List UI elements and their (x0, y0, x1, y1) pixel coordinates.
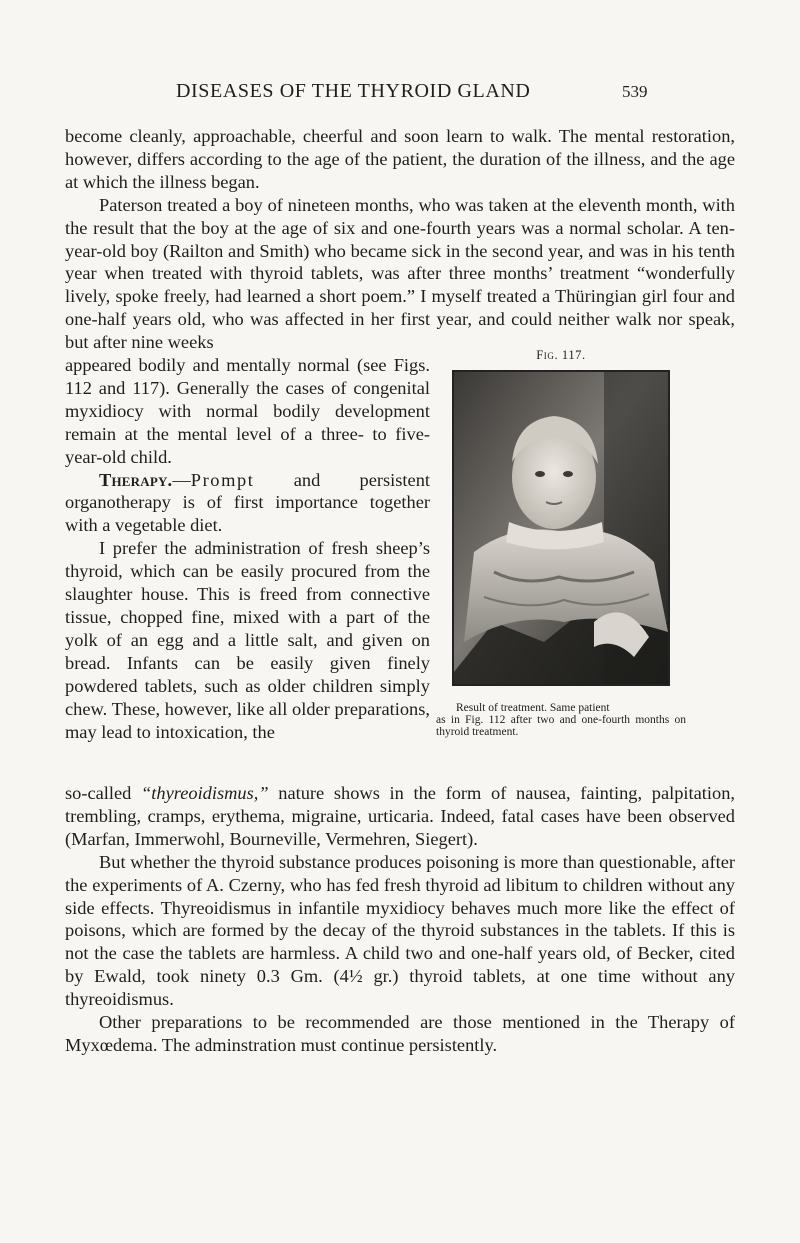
running-title: DISEASES OF THE THYROID GLAND (176, 80, 531, 102)
italic-term: “thyreoidismus,” (141, 783, 269, 803)
paragraph: appeared bodily and mentally normal (see Figs. 112 and 117). Generally the cases of congenital myxidiocy with normal bodily development remain at the mental level of a three- to five-year-old child. (65, 355, 430, 467)
caption-line1: Result of treatment. Same patient (456, 702, 610, 714)
paragraph: I prefer the administration of fresh sheep’s thyroid, which can be easily procured from the slaughter house. This is freed from connective tissue, chopped fine, mixed with a part of the yolk of an egg and a little salt, and given on bread. Infants can be easily given finely powdered tablets, such as older children simply chew. These, however, like all older preparations, may lead to intoxication, the (65, 538, 430, 742)
paragraph (65, 782, 735, 851)
running-head (0, 80, 800, 106)
figure-117 (436, 348, 686, 738)
paragraph: become cleanly, approachable, cheerful and soon learn to walk. The mental restoration, however, differs according to the age of the patient, the duration of the illness, and the age at which the illness began. (65, 126, 735, 192)
paragraph: Other preparations to be recommended are those mentioned in the Therapy of Myxœdema. The adminstration must continue persistently. (65, 1012, 735, 1055)
text-block-top (65, 125, 735, 354)
paragraph: Paterson treated a boy of nineteen months, who was taken at the eleventh month, with the result that the boy at the age of six and one-fourth years was a normal scholar. A ten-year-old boy (Railton and Smith) who became sick in the second year, and was in his tenth year when treated with thyroid tablets, was after three months’ treatment “wonderfully lively, spoke freely, had learned a short poem.” I myself treated a Thüringian girl four and one-half years old, who was affected in her first year, and could neither walk nor speak, but after nine weeks (65, 194, 735, 353)
spaced-word: Prompt (190, 469, 255, 490)
text-block-wrap (65, 354, 430, 743)
page-number: 539 (622, 82, 648, 101)
dash: — (172, 469, 191, 490)
figure-caption (436, 702, 686, 738)
figure-photo (452, 370, 670, 686)
therapy-paragraph (65, 469, 430, 538)
figure-label: Fig. 117. (536, 348, 586, 362)
text-run: so-called (65, 783, 142, 803)
photo-child-image (454, 372, 668, 684)
therapy-heading: Therapy. (99, 469, 173, 490)
paragraph: But whether the thyroid substance produces poisoning is more than questionable, after the experiments of A. Czerny, who has fed fresh thyroid ad libitum to children without any side effects. Thyreoidismus in infantile myxidiocy behaves much more like the effect of poisons, which are formed by the decay of the thyroid substances in the tablets. If this is not the case the tablets are harmless. A child two and one-half years old, of Becker, cited by Ewald, took ninety 0.3 Gm. (4½ gr.) thyroid tablets, at one time without any thyreoidismus. (65, 851, 735, 1010)
text-block-bottom (65, 782, 735, 1057)
text-run: nature shows in the form of nausea, fainting, palpitation, trembling, cramps, erythema, migraine, urticaria. Indeed, fatal cases have been observed (Marfan, Immerwohl, Bourneville, Vermehren, Siegert). (65, 783, 735, 849)
caption-rest: as in Fig. 112 after two and one-fourth months on thyroid treatment. (436, 714, 686, 738)
therapy-text: and persistent organotherapy is of first importance together with a vegetable diet. (65, 469, 430, 536)
